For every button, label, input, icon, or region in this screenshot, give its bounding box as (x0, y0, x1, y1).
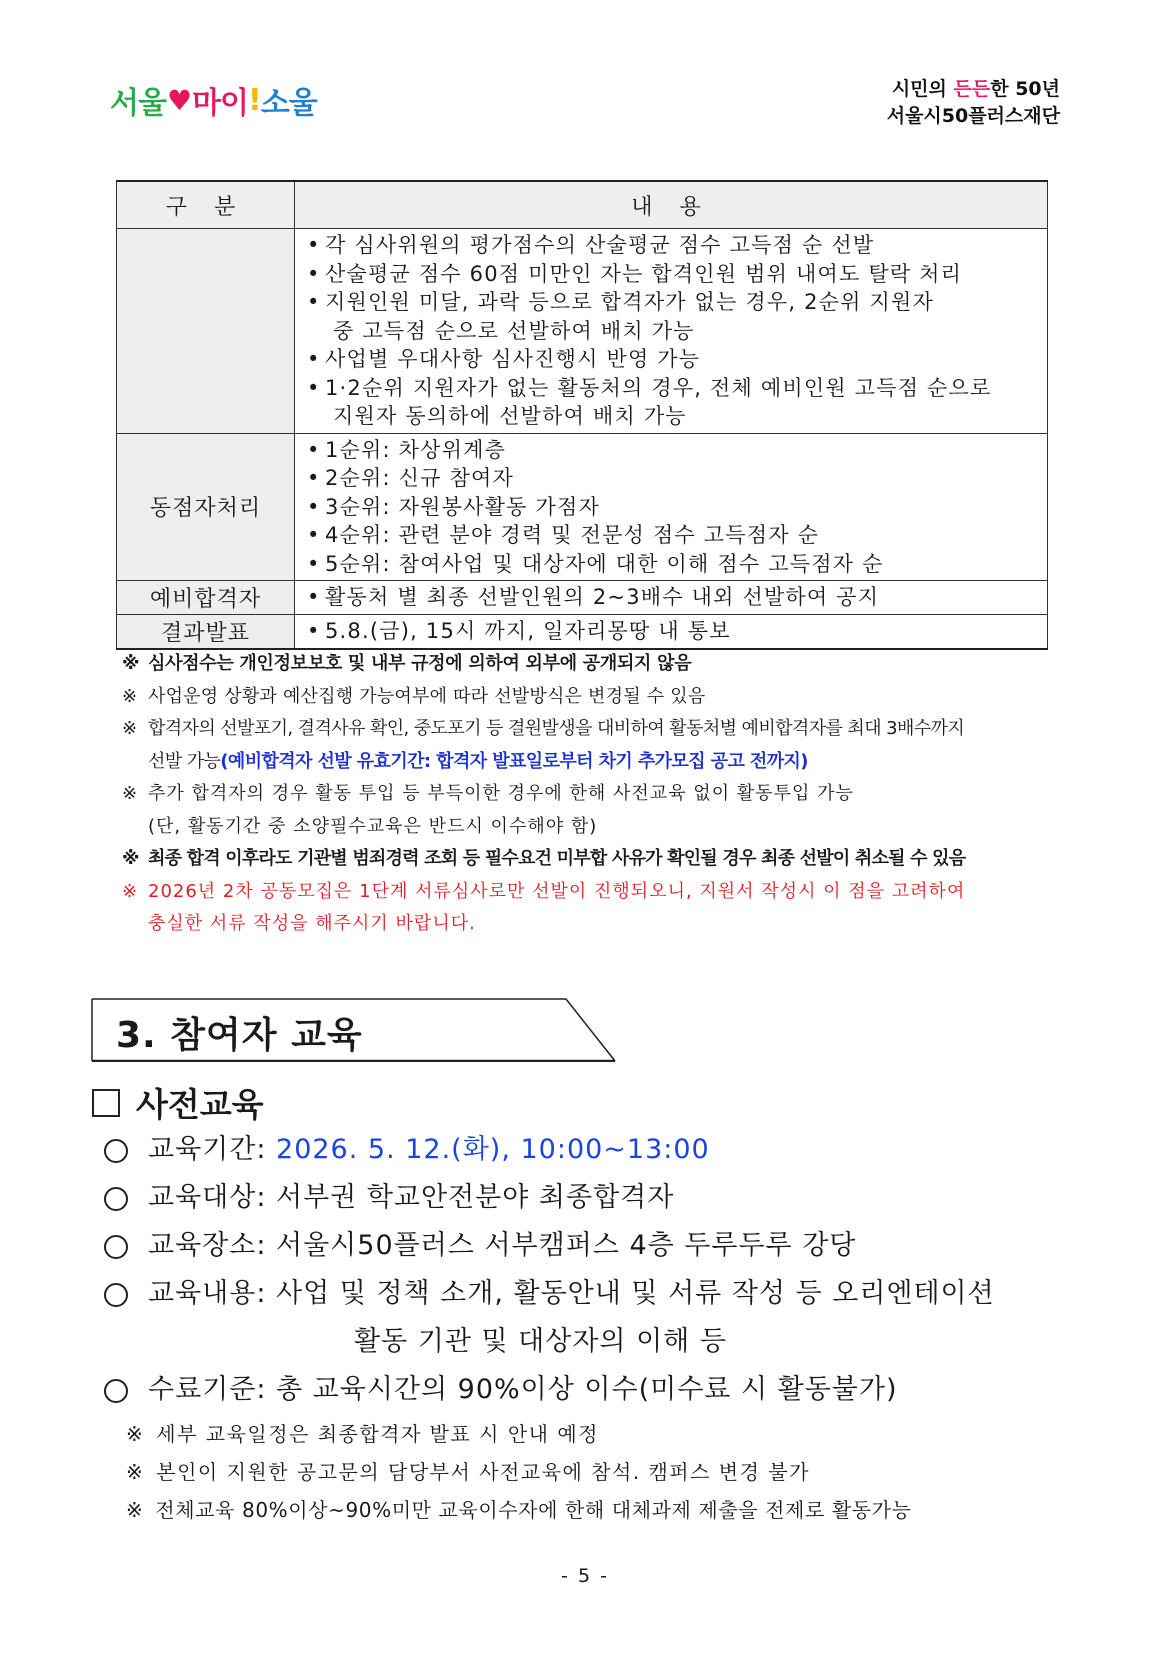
note-item: ※ 심사점수는 개인정보보호 및 내부 규정에 의하여 외부에 공개되지 않음 (122, 648, 1072, 681)
list-item: • 사업별 우대사항 심사진행시 반영 가능 (305, 345, 1043, 374)
reference-mark-icon: ※ (122, 685, 138, 707)
reference-mark-icon: ※ (122, 653, 140, 674)
table-row (117, 615, 1048, 650)
list-item: 교육기간: 2026. 5. 12.(화), 10:00~13:00 (104, 1126, 995, 1174)
note-item: ※ 2026년 2차 공동모집은 1단계 서류심사로만 선발이 진행되오니, 지원서 작성시 이 점을 고려하여 충실한 서류 작성을 해주시기 바랍니다. (122, 876, 1072, 941)
table-row (117, 229, 1048, 434)
list-item: • 2순위: 신규 참여자 (305, 464, 1043, 493)
education-footnotes (126, 1415, 912, 1529)
list-item: • 지원인원 미달, 과락 등으로 합격자가 없는 경우, 2순위 지원자 중 고득점 순으로 선발하여 배치 가능 (305, 288, 1043, 345)
reference-mark-icon: ※ (126, 1460, 145, 1484)
circle-bullet-icon (104, 1187, 128, 1211)
reference-mark-icon: ※ (122, 783, 139, 804)
foundation-logo (887, 76, 1060, 130)
circle-bullet-icon (104, 1283, 128, 1307)
reference-mark-icon: ※ (126, 1498, 144, 1522)
list-item: • 활동처 별 최종 선발인원의 2~3배수 내외 선발하여 공지 (305, 583, 1043, 612)
list-item: • 산술평균 점수 60점 미만인 자는 합격인원 범위 내여도 탈락 처리 (305, 260, 1043, 289)
selection-criteria-table (116, 180, 1048, 650)
reference-mark-icon: ※ (122, 718, 137, 739)
note-item: ※ 합격자의 선발포기, 결격사유 확인, 중도포기 등 결원발생을 대비하여 활동처별 예비합격자를 최대 3배수까지 선발 가능(예비합격자 선발 유효기간: 합격자 발표일로부터 차기 추가모집 공고 전까지) (122, 713, 1072, 778)
footnote-item: ※ 세부 교육일정은 최종합격자 발표 시 안내 예정 (126, 1422, 599, 1446)
circle-bullet-icon (104, 1139, 128, 1163)
list-item: • 각 심사위원의 평가점수의 산술평균 점수 고득점 순 선발 (305, 231, 1043, 260)
table-content-cell (295, 433, 1048, 581)
table-header-content: 내 용 (295, 181, 1048, 229)
heart-icon: ♥ (166, 83, 192, 117)
list-item: • 3순위: 자원봉사활동 가점자 (305, 493, 1043, 522)
table-header-row (117, 181, 1048, 229)
reference-mark-icon: ※ (122, 880, 139, 902)
list-item: 교육장소: 서울시50플러스 서부캠퍼스 4층 두루두루 강당 (104, 1222, 995, 1270)
table-category-cell: 동점자처리 (117, 433, 295, 581)
table-category-cell: 예비합격자 (117, 581, 295, 615)
table-content-cell (295, 581, 1048, 615)
note-item: ※ 추가 합격자의 경우 활동 투입 등 부득이한 경우에 한해 사전교육 없이 활동투입 가능 (단, 활동기간 중 소양필수교육은 반드시 이수해야 함) (122, 778, 1072, 843)
table-content-cell (295, 615, 1048, 650)
circle-bullet-icon (104, 1379, 128, 1403)
foundation-name: 서울시50플러스재단 (886, 105, 1060, 127)
list-item: • 4순위: 관련 분야 경력 및 전문성 점수 고득점자 순 (305, 521, 1043, 550)
section-title: 3. 참여자 교육 (91, 998, 616, 1062)
list-item: • 5순위: 참여사업 및 대상자에 대한 이해 점수 고득점자 순 (305, 550, 1043, 579)
footnote-item: ※ 본인이 지원한 공고문의 담당부서 사전교육에 참석. 캠퍼스 변경 불가 (126, 1460, 810, 1484)
table-row (117, 433, 1048, 581)
reference-mark-icon: ※ (126, 1422, 145, 1446)
circle-bullet-icon (104, 1235, 128, 1259)
page-number: - 5 - (561, 1565, 609, 1587)
note-item: ※ 사업운영 상황과 예산집행 가능여부에 따라 선발방식은 변경될 수 있음 (122, 681, 1072, 714)
seoul-my-soul-logo: 서울 ♥ 마이 ! 소울 (110, 82, 317, 121)
footnote-item: ※ 전체교육 80%이상~90%미만 교육이수자에 한해 대체과제 제출을 전제로 활동가능 (126, 1498, 912, 1522)
list-item: • 1·2순위 지원자가 없는 활동처의 경우, 전체 예비인원 고득점 순으로 지원자 동의하에 선발하여 배치 가능 (305, 374, 1043, 431)
reference-mark-icon: ※ (122, 848, 139, 869)
table-content-cell (295, 229, 1048, 434)
table-header-category: 구 분 (117, 181, 295, 229)
list-item: 수료기준: 총 교육시간의 90%이상 이수(미수료 시 활동불가) (104, 1366, 995, 1414)
list-item: 교육대상: 서부권 학교안전분야 최종합격자 (104, 1174, 995, 1222)
table-row (117, 581, 1048, 615)
table-category-cell (117, 229, 295, 434)
list-item: 교육내용: 사업 및 정책 소개, 활동안내 및 서류 작성 등 오리엔테이션 활동 기관 및 대상자의 이해 등 (104, 1270, 995, 1366)
list-item: • 5.8.(금), 15시 까지, 일자리몽땅 내 통보 (305, 617, 1043, 646)
notes-block (122, 648, 1072, 941)
subsection-title: 사전교육 (92, 1079, 264, 1126)
education-info-list (104, 1126, 995, 1414)
list-item: • 1순위: 차상위계층 (305, 436, 1043, 465)
foundation-tagline: 시민의 든든한 50년 (891, 78, 1060, 100)
checkbox-square-icon (92, 1089, 120, 1117)
table-category-cell: 결과발표 (117, 615, 295, 650)
note-item: ※ 최종 합격 이후라도 기관별 범죄경력 조회 등 필수요건 미부합 사유가 확인될 경우 최종 선발이 취소될 수 있음 (122, 843, 1072, 876)
